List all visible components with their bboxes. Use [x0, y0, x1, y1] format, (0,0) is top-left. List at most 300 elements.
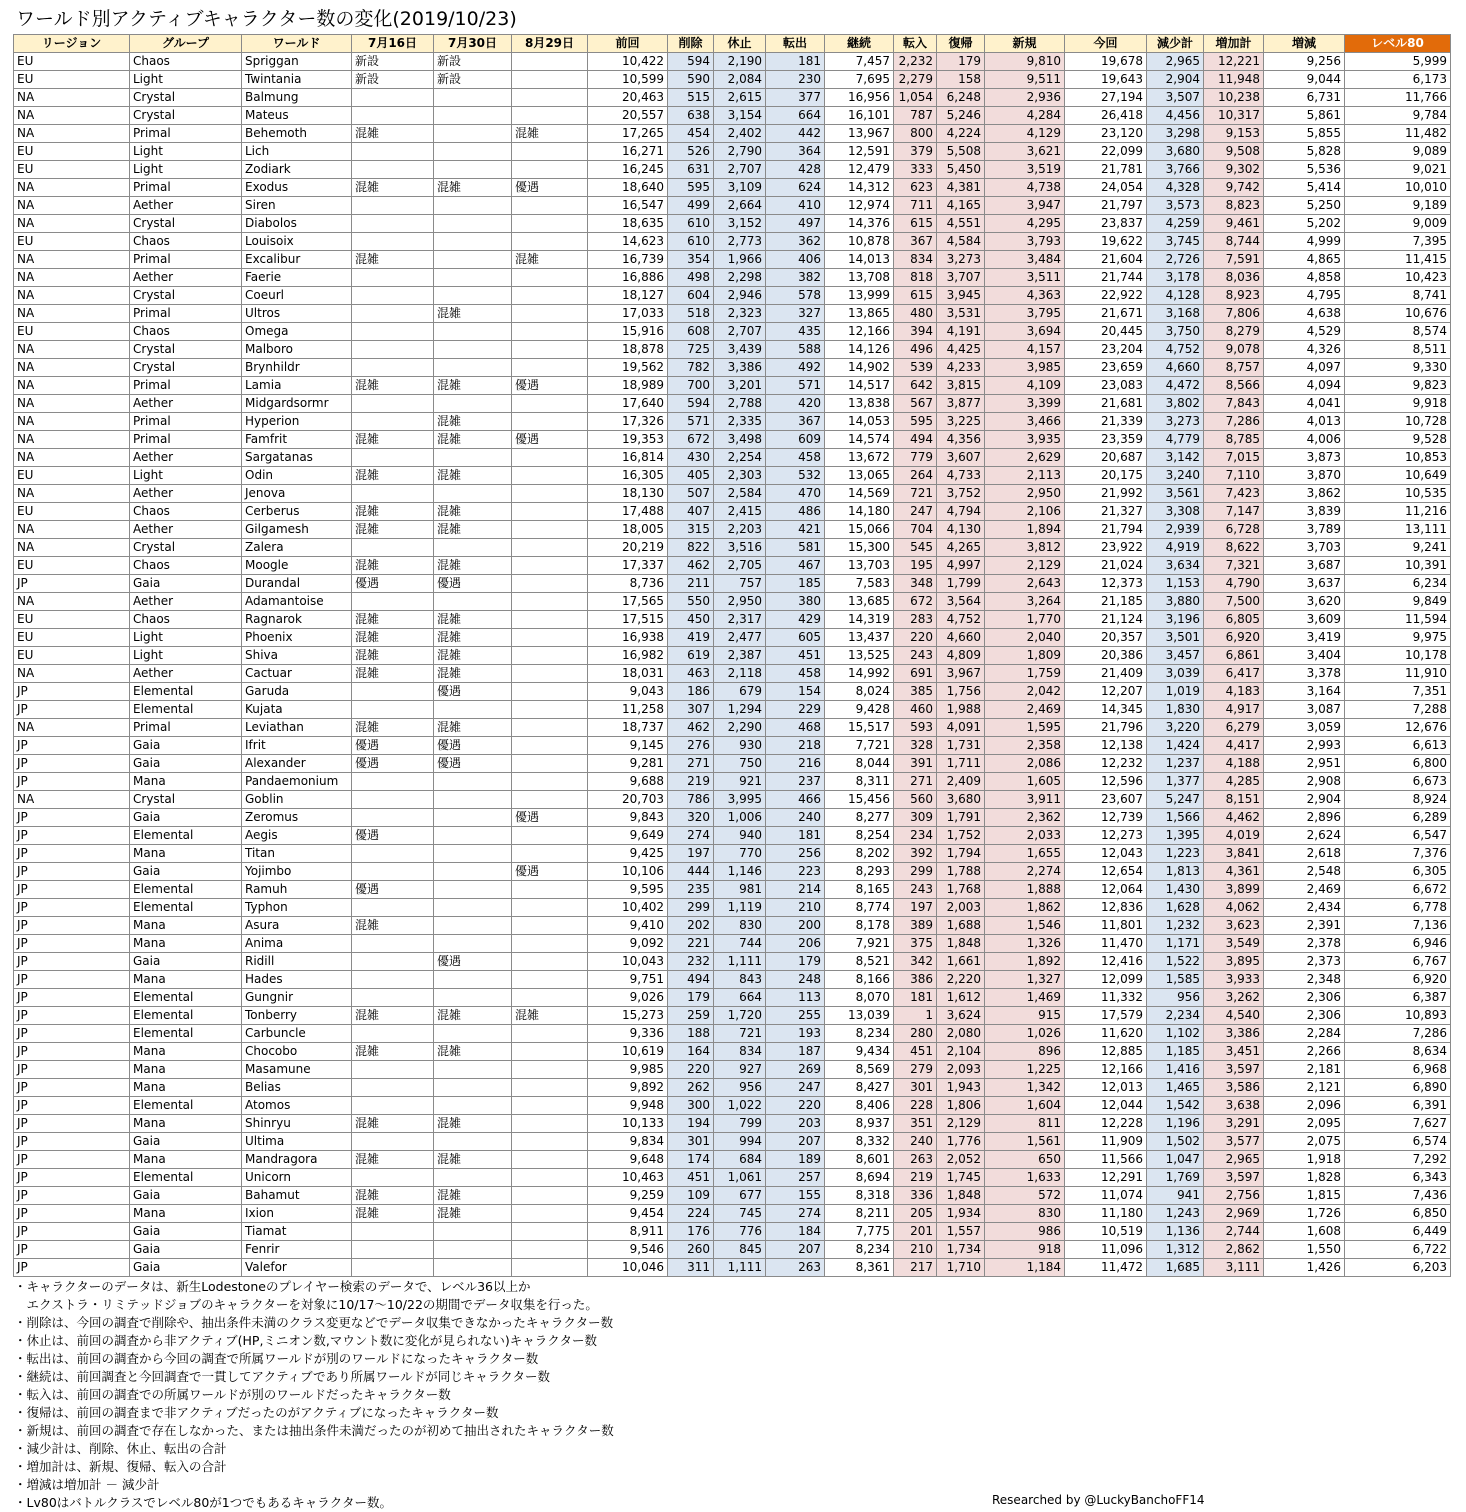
- table-cell: 623: [894, 179, 937, 197]
- table-cell: 7,843: [1204, 395, 1264, 413]
- table-cell: 3,386: [714, 359, 766, 377]
- table-cell: 19,622: [1065, 233, 1147, 251]
- table-cell: 2,118: [714, 665, 766, 683]
- table-cell: 195: [894, 557, 937, 575]
- table-cell: 3,273: [937, 251, 985, 269]
- table-cell: [434, 1223, 512, 1241]
- table-cell: Fenrir: [242, 1241, 352, 1259]
- table-cell: 22,099: [1065, 143, 1147, 161]
- table-cell: 1,726: [1264, 1205, 1345, 1223]
- table-cell: 3,873: [1264, 449, 1345, 467]
- table-cell: [512, 1187, 588, 1205]
- table-cell: 6,850: [1345, 1205, 1451, 1223]
- table-cell: [512, 881, 588, 899]
- table-cell: [512, 323, 588, 341]
- table-cell: 1,237: [1147, 755, 1204, 773]
- table-cell: NA: [14, 431, 130, 449]
- table-cell: 234: [894, 827, 937, 845]
- table-cell: 17,326: [588, 413, 668, 431]
- table-cell: 1,612: [937, 989, 985, 1007]
- table-cell: 混雑: [352, 503, 434, 521]
- table-cell: 4,738: [985, 179, 1065, 197]
- table-cell: [512, 899, 588, 917]
- table-cell: 3,703: [1264, 539, 1345, 557]
- table-cell: 1,788: [937, 863, 985, 881]
- table-cell: 800: [894, 125, 937, 143]
- table-cell: 7,147: [1204, 503, 1264, 521]
- table-cell: 2,904: [1147, 71, 1204, 89]
- table-cell: 9,892: [588, 1079, 668, 1097]
- table-cell: 271: [668, 755, 714, 773]
- table-cell: 3,549: [1204, 935, 1264, 953]
- table-cell: 9,649: [588, 827, 668, 845]
- table-cell: 235: [668, 881, 714, 899]
- table-cell: 21,185: [1065, 593, 1147, 611]
- table-cell: 237: [766, 773, 825, 791]
- table-cell: Chaos: [130, 323, 242, 341]
- table-cell: 2,266: [1264, 1043, 1345, 1061]
- table-cell: 3,531: [937, 305, 985, 323]
- table-cell: 7,921: [825, 935, 894, 953]
- table-cell: 2,003: [937, 899, 985, 917]
- table-row: [14, 1115, 1451, 1133]
- table-cell: 2,095: [1264, 1115, 1345, 1133]
- table-cell: Aether: [130, 269, 242, 287]
- table-cell: 2,477: [714, 629, 766, 647]
- table-cell: 新設: [352, 53, 434, 71]
- table-cell: 3,142: [1147, 449, 1204, 467]
- table-cell: 混雑: [434, 377, 512, 395]
- table-cell: [434, 233, 512, 251]
- table-cell: 混雑: [352, 629, 434, 647]
- table-cell: 13,967: [825, 125, 894, 143]
- table-cell: 300: [668, 1097, 714, 1115]
- table-cell: 3,638: [1204, 1097, 1264, 1115]
- table-cell: 10,535: [1345, 485, 1451, 503]
- table-cell: NA: [14, 305, 130, 323]
- table-cell: 12,416: [1065, 953, 1147, 971]
- table-cell: [512, 593, 588, 611]
- table-cell: 109: [668, 1187, 714, 1205]
- table-cell: [352, 791, 434, 809]
- table-cell: [434, 809, 512, 827]
- table-cell: 15,916: [588, 323, 668, 341]
- table-cell: 3,789: [1264, 521, 1345, 539]
- table-cell: 498: [668, 269, 714, 287]
- table-cell: 2,220: [937, 971, 985, 989]
- table-cell: Elemental: [130, 827, 242, 845]
- table-row: [14, 935, 1451, 953]
- table-cell: 2,618: [1264, 845, 1345, 863]
- table-cell: [512, 665, 588, 683]
- table-cell: Ragnarok: [242, 611, 352, 629]
- table-cell: 23,837: [1065, 215, 1147, 233]
- table-cell: Titan: [242, 845, 352, 863]
- table-cell: 3,877: [937, 395, 985, 413]
- table-cell: 3,516: [714, 539, 766, 557]
- table-cell: [512, 773, 588, 791]
- table-cell: 3,439: [714, 341, 766, 359]
- table-cell: Chaos: [130, 557, 242, 575]
- table-cell: 2,080: [937, 1025, 985, 1043]
- table-cell: 4,417: [1204, 737, 1264, 755]
- table-cell: 2,965: [1204, 1151, 1264, 1169]
- table-cell: 301: [894, 1079, 937, 1097]
- table-cell: [352, 197, 434, 215]
- table-cell: 1,685: [1147, 1259, 1204, 1277]
- table-cell: [434, 539, 512, 557]
- table-cell: 1,342: [985, 1079, 1065, 1097]
- table-cell: 13,865: [825, 305, 894, 323]
- table-cell: 6,547: [1345, 827, 1451, 845]
- table-cell: Elemental: [130, 989, 242, 1007]
- table-cell: 6,728: [1204, 521, 1264, 539]
- table-cell: 8,165: [825, 881, 894, 899]
- table-cell: [352, 341, 434, 359]
- table-cell: 1,799: [937, 575, 985, 593]
- table-cell: 207: [766, 1241, 825, 1259]
- table-row: [14, 575, 1451, 593]
- table-cell: 14,319: [825, 611, 894, 629]
- table-cell: JP: [14, 1115, 130, 1133]
- table-cell: 1,377: [1147, 773, 1204, 791]
- table-cell: 201: [894, 1223, 937, 1241]
- table-cell: 197: [894, 899, 937, 917]
- table-cell: 2,790: [714, 143, 766, 161]
- table-cell: 3,519: [985, 161, 1065, 179]
- table-cell: 7,457: [825, 53, 894, 71]
- table-cell: JP: [14, 1187, 130, 1205]
- table-cell: 4,285: [1204, 773, 1264, 791]
- table-cell: 26,418: [1065, 107, 1147, 125]
- table-cell: 2,950: [985, 485, 1065, 503]
- table-cell: 14,902: [825, 359, 894, 377]
- table-cell: 2,335: [714, 413, 766, 431]
- table-cell: 1,006: [714, 809, 766, 827]
- table-cell: 2,084: [714, 71, 766, 89]
- table-cell: 9,302: [1204, 161, 1264, 179]
- table-row: [14, 1097, 1451, 1115]
- table-cell: 8,178: [825, 917, 894, 935]
- table-cell: 12,221: [1204, 53, 1264, 71]
- table-cell: 4,013: [1264, 413, 1345, 431]
- table-cell: NA: [14, 719, 130, 737]
- table-cell: 181: [766, 827, 825, 845]
- table-cell: 704: [894, 521, 937, 539]
- table-cell: Elemental: [130, 899, 242, 917]
- table-cell: 3,039: [1147, 665, 1204, 683]
- table-cell: 混雑: [352, 125, 434, 143]
- table-cell: [434, 935, 512, 953]
- table-cell: 4,328: [1147, 179, 1204, 197]
- table-cell: [512, 89, 588, 107]
- table-cell: 207: [766, 1133, 825, 1151]
- table-cell: 16,271: [588, 143, 668, 161]
- table-cell: 3,841: [1204, 845, 1264, 863]
- table-cell: Chaos: [130, 53, 242, 71]
- table-cell: 18,031: [588, 665, 668, 683]
- table-cell: 428: [766, 161, 825, 179]
- table-cell: 20,357: [1065, 629, 1147, 647]
- table-cell: 3,911: [985, 791, 1065, 809]
- table-cell: 1,312: [1147, 1241, 1204, 1259]
- table-cell: 3,152: [714, 215, 766, 233]
- table-cell: 5,250: [1264, 197, 1345, 215]
- table-cell: 3,694: [985, 323, 1065, 341]
- table-cell: 9,742: [1204, 179, 1264, 197]
- table-cell: 2,773: [714, 233, 766, 251]
- table-cell: 9,434: [825, 1043, 894, 1061]
- table-cell: 3,457: [1147, 647, 1204, 665]
- table-cell: JP: [14, 1151, 130, 1169]
- table-cell: 12,207: [1065, 683, 1147, 701]
- table-cell: Gaia: [130, 737, 242, 755]
- table-cell: 2,993: [1264, 737, 1345, 755]
- table-cell: 2,705: [714, 557, 766, 575]
- column-header: 転出: [766, 35, 825, 53]
- table-cell: 203: [766, 1115, 825, 1133]
- table-cell: 8,279: [1204, 323, 1264, 341]
- table-cell: 21,671: [1065, 305, 1147, 323]
- table-cell: 113: [766, 989, 825, 1007]
- table-cell: [352, 1259, 434, 1277]
- table-cell: 優遇: [352, 737, 434, 755]
- table-cell: 262: [668, 1079, 714, 1097]
- table-cell: 185: [766, 575, 825, 593]
- footnote-line: ・復帰は、前回の調査まで非アクティブだったのがアクティブになったキャラクター数: [14, 1405, 499, 1420]
- table-cell: 1,111: [714, 953, 766, 971]
- table-cell: Kujata: [242, 701, 352, 719]
- table-cell: 3,815: [937, 377, 985, 395]
- table-cell: 14,312: [825, 179, 894, 197]
- table-cell: 915: [985, 1007, 1065, 1025]
- table-cell: 8,694: [825, 1169, 894, 1187]
- table-cell: 混雑: [434, 1187, 512, 1205]
- table-cell: Siren: [242, 197, 352, 215]
- table-cell: 1,776: [937, 1133, 985, 1151]
- table-cell: EU: [14, 467, 130, 485]
- table-cell: 264: [894, 467, 937, 485]
- table-cell: NA: [14, 197, 130, 215]
- table-cell: 8,070: [825, 989, 894, 1007]
- table-cell: 14,992: [825, 665, 894, 683]
- table-cell: 20,445: [1065, 323, 1147, 341]
- table-cell: 1,605: [985, 773, 1065, 791]
- table-row: [14, 179, 1451, 197]
- table-cell: 711: [894, 197, 937, 215]
- table-row: [14, 1151, 1451, 1169]
- table-row: [14, 161, 1451, 179]
- table-cell: 13,999: [825, 287, 894, 305]
- table-cell: 13,437: [825, 629, 894, 647]
- table-row: [14, 1007, 1451, 1025]
- table-cell: 4,259: [1147, 215, 1204, 233]
- table-cell: 1,550: [1264, 1241, 1345, 1259]
- table-row: [14, 971, 1451, 989]
- table-cell: 1,815: [1264, 1187, 1345, 1205]
- table-cell: [434, 1133, 512, 1151]
- footnote-line: ・増加計は、新規、復帰、転入の合計: [14, 1459, 227, 1474]
- table-cell: 595: [894, 413, 937, 431]
- table-cell: 154: [766, 683, 825, 701]
- table-cell: Adamantoise: [242, 593, 352, 611]
- table-cell: 367: [894, 233, 937, 251]
- table-cell: 4,638: [1264, 305, 1345, 323]
- table-row: [14, 251, 1451, 269]
- table-cell: 2,744: [1204, 1223, 1264, 1241]
- table-cell: 13,708: [825, 269, 894, 287]
- table-cell: JP: [14, 899, 130, 917]
- table-cell: Primal: [130, 719, 242, 737]
- table-cell: 211: [668, 575, 714, 593]
- table-cell: 6,731: [1264, 89, 1345, 107]
- table-cell: 205: [894, 1205, 937, 1223]
- table-cell: 497: [766, 215, 825, 233]
- table-cell: EU: [14, 629, 130, 647]
- table-cell: JP: [14, 683, 130, 701]
- table-row: [14, 197, 1451, 215]
- table-cell: 混雑: [434, 1043, 512, 1061]
- table-cell: Carbuncle: [242, 1025, 352, 1043]
- table-cell: 210: [894, 1241, 937, 1259]
- table-row: [14, 845, 1451, 863]
- table-cell: 2,862: [1204, 1241, 1264, 1259]
- table-cell: 3,484: [985, 251, 1065, 269]
- table-cell: 269: [766, 1061, 825, 1079]
- table-cell: 23,204: [1065, 341, 1147, 359]
- table-cell: 9,834: [588, 1133, 668, 1151]
- table-cell: 615: [894, 215, 937, 233]
- table-row: [14, 953, 1451, 971]
- table-cell: 9,259: [588, 1187, 668, 1205]
- table-cell: 8,311: [825, 773, 894, 791]
- table-cell: 5,246: [937, 107, 985, 125]
- table-cell: 8,744: [1204, 233, 1264, 251]
- table-row: [14, 53, 1451, 71]
- table-cell: 604: [668, 287, 714, 305]
- table-cell: 6,574: [1345, 1133, 1451, 1151]
- table-cell: 3,586: [1204, 1079, 1264, 1097]
- table-cell: Atomos: [242, 1097, 352, 1115]
- table-cell: [434, 845, 512, 863]
- table-cell: 混雑: [352, 719, 434, 737]
- table-cell: 5,508: [937, 143, 985, 161]
- table-cell: 3,404: [1264, 647, 1345, 665]
- table-cell: 232: [668, 953, 714, 971]
- table-cell: JP: [14, 1025, 130, 1043]
- table-cell: [352, 161, 434, 179]
- table-cell: 混雑: [512, 1007, 588, 1025]
- table-cell: [352, 989, 434, 1007]
- table-cell: 187: [766, 1043, 825, 1061]
- table-cell: 725: [668, 341, 714, 359]
- table-cell: EU: [14, 611, 130, 629]
- table-cell: 5,536: [1264, 161, 1345, 179]
- table-cell: 2,896: [1264, 809, 1345, 827]
- table-cell: Elemental: [130, 1007, 242, 1025]
- table-cell: 8,361: [825, 1259, 894, 1277]
- table-cell: [434, 341, 512, 359]
- footnote-line: ・Lv80はバトルクラスでレベル80が1つでもあるキャラクター数。: [14, 1495, 393, 1510]
- table-cell: Gaia: [130, 1133, 242, 1151]
- table-cell: JP: [14, 1097, 130, 1115]
- table-cell: 14,517: [825, 377, 894, 395]
- table-cell: 優遇: [434, 683, 512, 701]
- table-cell: 5,828: [1264, 143, 1345, 161]
- table-cell: 3,802: [1147, 395, 1204, 413]
- table-cell: 1,828: [1264, 1169, 1345, 1187]
- table-cell: [352, 1133, 434, 1151]
- table-cell: 3,637: [1264, 575, 1345, 593]
- table-cell: 7,015: [1204, 449, 1264, 467]
- table-cell: [512, 413, 588, 431]
- table-cell: 17,640: [588, 395, 668, 413]
- table-row: [14, 809, 1451, 827]
- table-cell: 454: [668, 125, 714, 143]
- table-cell: 1,862: [985, 899, 1065, 917]
- table-cell: 2,362: [985, 809, 1065, 827]
- table-cell: [352, 413, 434, 431]
- table-cell: Diabolos: [242, 215, 352, 233]
- column-header: 休止: [714, 35, 766, 53]
- table-cell: 1,185: [1147, 1043, 1204, 1061]
- table-cell: 9,330: [1345, 359, 1451, 377]
- table-cell: 220: [668, 1061, 714, 1079]
- table-cell: Elemental: [130, 683, 242, 701]
- table-cell: 9,089: [1345, 143, 1451, 161]
- table-row: [14, 557, 1451, 575]
- table-cell: [352, 953, 434, 971]
- table-cell: [512, 1259, 588, 1277]
- table-cell: [434, 593, 512, 611]
- table-row: [14, 1205, 1451, 1223]
- table-cell: 2,908: [1264, 773, 1345, 791]
- table-cell: NA: [14, 179, 130, 197]
- world-table: [13, 34, 1451, 1277]
- table-cell: 新設: [434, 71, 512, 89]
- table-cell: 23,120: [1065, 125, 1147, 143]
- table-cell: [512, 611, 588, 629]
- table-cell: 994: [714, 1133, 766, 1151]
- table-cell: NA: [14, 269, 130, 287]
- table-cell: 4,109: [985, 377, 1065, 395]
- table-cell: 1,756: [937, 683, 985, 701]
- table-cell: 560: [894, 791, 937, 809]
- table-cell: 8,166: [825, 971, 894, 989]
- table-cell: 179: [668, 989, 714, 1007]
- table-cell: 7,721: [825, 737, 894, 755]
- table-cell: 23,607: [1065, 791, 1147, 809]
- table-cell: 18,737: [588, 719, 668, 737]
- table-cell: 429: [766, 611, 825, 629]
- table-cell: 2,707: [714, 161, 766, 179]
- table-cell: 11,470: [1065, 935, 1147, 953]
- table-cell: 956: [714, 1079, 766, 1097]
- table-cell: Ifrit: [242, 737, 352, 755]
- table-cell: 480: [894, 305, 937, 323]
- table-cell: Zeromus: [242, 809, 352, 827]
- table-cell: 11,472: [1065, 1259, 1147, 1277]
- table-cell: JP: [14, 881, 130, 899]
- table-cell: 2,373: [1264, 953, 1345, 971]
- table-cell: 8,566: [1204, 377, 1264, 395]
- table-cell: Gaia: [130, 953, 242, 971]
- table-cell: JP: [14, 935, 130, 953]
- table-row: [14, 737, 1451, 755]
- table-cell: 1,546: [985, 917, 1065, 935]
- table-cell: NA: [14, 665, 130, 683]
- table-cell: [512, 575, 588, 593]
